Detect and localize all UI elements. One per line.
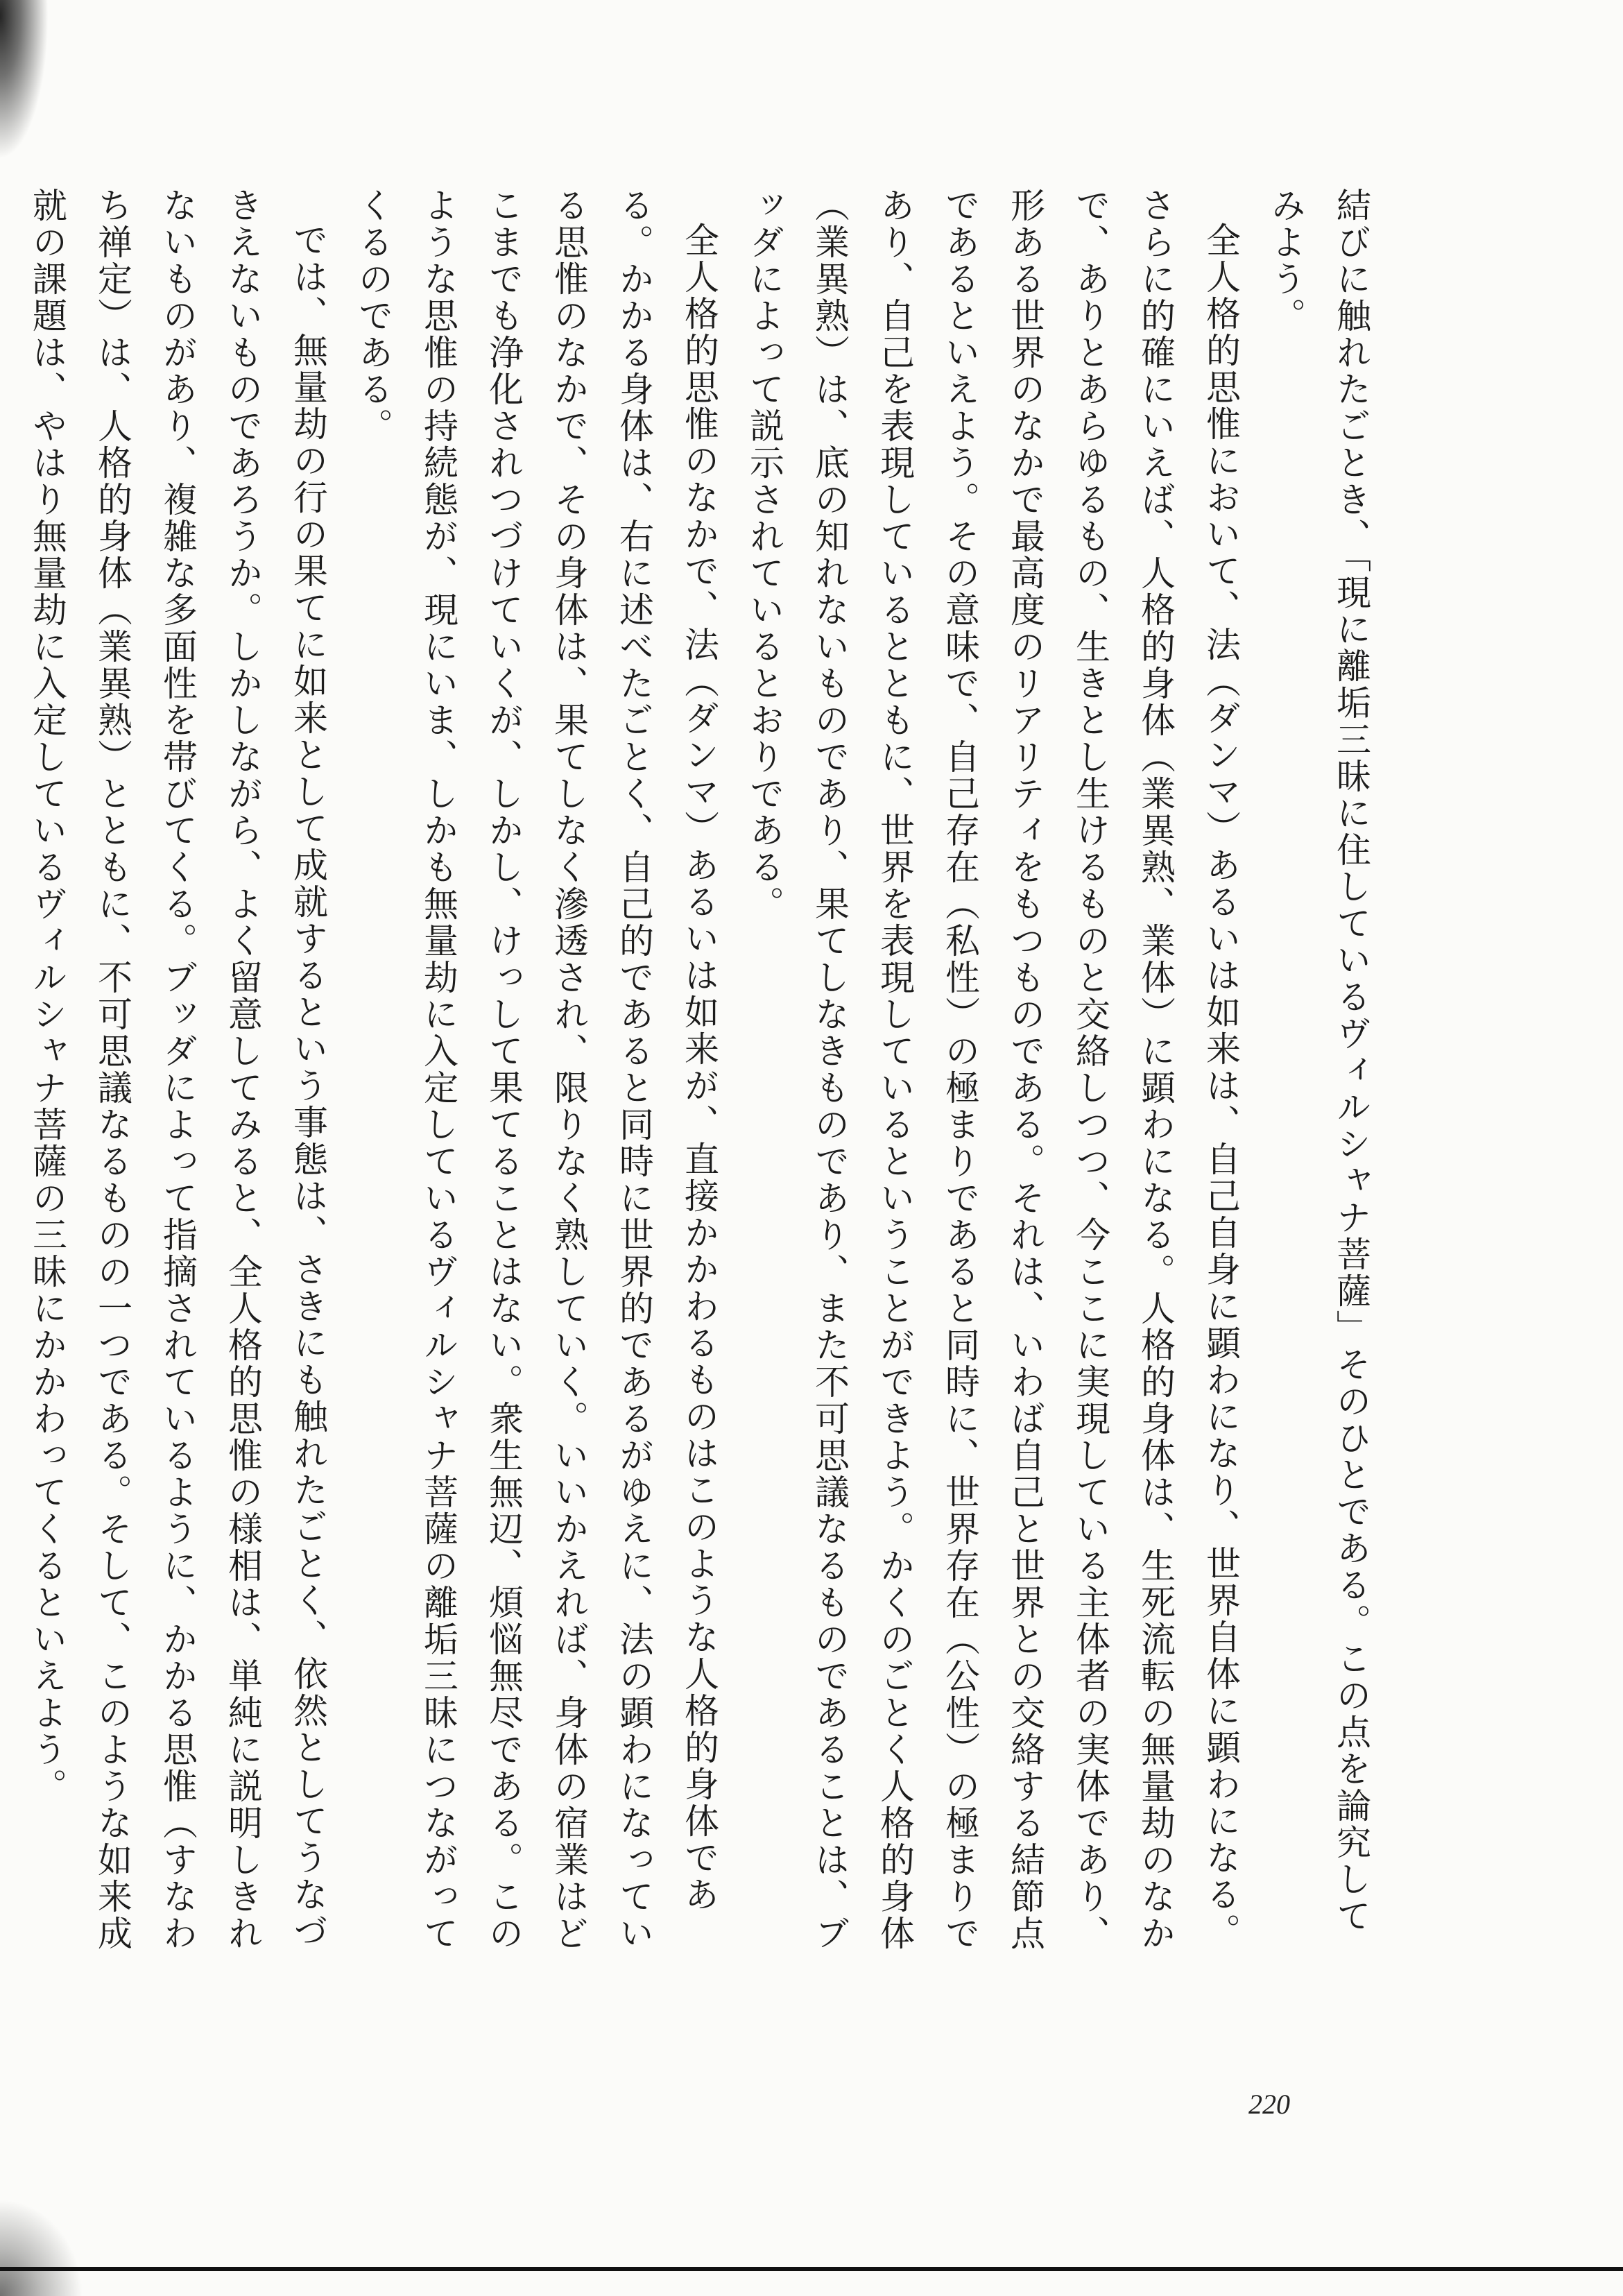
paragraph-3: 全人格的思惟のなかで、法（ダンマ）あるいは如来が、直接かかわるものはこのような人格的身体である。かかる身体は、右に述べたごとく、自己的であると同時に世界的であるがゆえに、法の顕わになっている思惟のなかで、その身体は、果てしなく滲透され、限りなく熟していく。いいかえれば、身体の宿業はどこまでも浄化されつづけていくが、しかし、けっして果てることはない。衆生無辺、煩悩無尽である。このような思惟の持続態が、現にいま、しかも無量劫に入定しているヴィルシャナ菩薩の離垢三昧につながってくるのである。: [353, 187, 719, 1952]
paragraph-2: 全人格的思惟において、法（ダンマ）あるいは如来は、自己自身に顕わになり、世界自体に顕わになる。さらに的確にいえば、人格的身体（業異熟、業体）に顕わになる。人格的身体は、生死流転の無量劫のなかで、ありとあらゆるもの、生きとし生けるものと交絡しつつ、今ここに実現している主体者の実体であり、形ある世界のなかで最高度のリアリティをもつものである。それは、いわば自己と世界との交絡する結節点であるといえよう。その意味で、自己存在（私性）の極まりであると同時に、世界存在（公性）の極まりであり、自己を表現しているとともに、世界を表現しているということができよう。かくのごとく人格的身体（業異熟）は、底の知れないものであり、果てしなきものであり、また不可思議なるものであることは、ブッダによって説示されているとおりである。: [744, 187, 1241, 1952]
page-number: 220: [1248, 2089, 1290, 2120]
paragraph-4: では、無量劫の行の果てに如来として成就するという事態は、さきにも触れたごとく、依然としてうなづきえないものであろうか。しかしながら、よく留意してみると、全人格的思惟の様相は、単純に説明しきれないものがあり、複雑な多面性を帯びてくる。ブッダによって指摘されているように、かかる思惟（すなわち禅定）は、人格的身体（業異熟）とともに、不可思議なるものの一つである。そして、このような如来成就の課題は、やはり無量劫に入定しているヴィルシャナ菩薩の三昧にかかわってくるといえよう。: [27, 187, 328, 1952]
paragraph-1: 結びに触れたごとき、「現に離垢三昧に住しているヴィルシャナ菩薩」そのひとである。この点を論究してみよう。: [1266, 187, 1371, 1935]
scan-edge-rule: [0, 2267, 1623, 2271]
vertical-text-block: [27, 187, 1384, 1963]
scan-shadow-bottom: [0, 2199, 83, 2296]
scan-shadow: [0, 0, 49, 160]
